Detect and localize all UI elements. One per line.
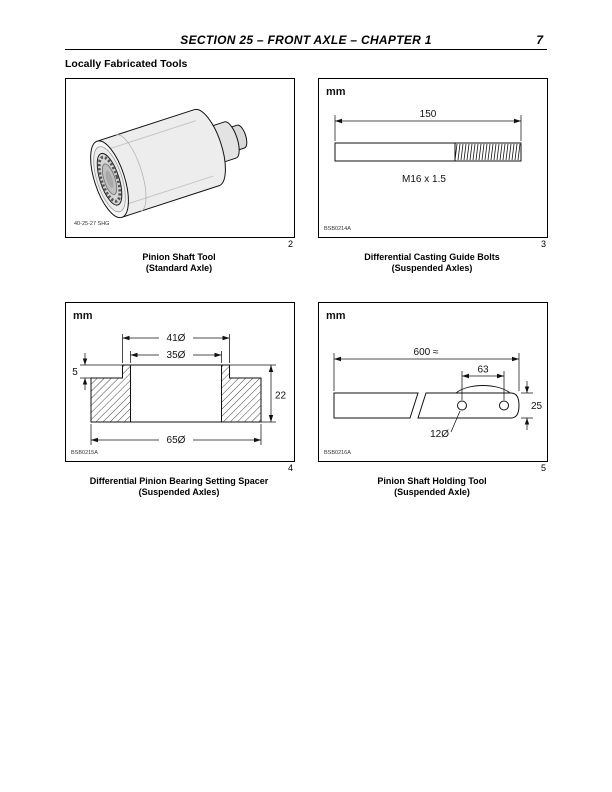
pinion-shaft-tool-drawing (66, 79, 292, 235)
caption-line1: Differential Pinion Bearing Setting Spacer (89, 476, 269, 486)
spacer-section (91, 365, 261, 422)
ref-code-label: BSB0214A (324, 226, 351, 232)
caption-line2: (Suspended Axles) (138, 487, 220, 497)
caption-line2: (Suspended Axle) (394, 487, 470, 497)
length-dim-label: 600 ≈ (413, 347, 439, 358)
unit-label: mm (326, 86, 346, 98)
figure-box-pinion-shaft-tool (65, 78, 295, 238)
bar-shape (334, 386, 519, 419)
caption-line1: Differential Casting Guide Bolts (364, 252, 500, 262)
unit-label: mm (73, 310, 93, 322)
unit-label: mm (326, 310, 346, 322)
outer-lip-dim-label: 41Ø (166, 333, 186, 345)
bearing-spacer-drawing (66, 303, 292, 459)
section-heading: Locally Fabricated Tools (65, 58, 188, 70)
figure-caption (65, 476, 293, 498)
bolt-shape (335, 143, 521, 161)
figure-box-holding-tool (318, 302, 548, 462)
figure-number: 4 (287, 463, 293, 473)
figure-number: 3 (540, 239, 546, 249)
caption-line2: (Standard Axle) (145, 263, 213, 273)
caption-line2: (Suspended Axles) (391, 263, 473, 273)
bend-curve (456, 386, 510, 394)
ref-code-label: BSB0216A (324, 450, 351, 456)
figure-box-bearing-spacer (65, 302, 295, 462)
caption-line1: Pinion Shaft Holding Tool (377, 476, 487, 486)
guide-bolt-drawing (319, 79, 545, 235)
bore-dim-label: 35Ø (166, 350, 186, 362)
thread-spec-label: M16 x 1.5 (402, 174, 446, 185)
part-code-label: 40-25-27 SHG (74, 221, 110, 227)
outer-dim-label: 65Ø (166, 435, 186, 447)
figure-number: 2 (287, 239, 293, 249)
figure-box-guide-bolts (318, 78, 548, 238)
right-hole (500, 401, 509, 410)
length-dim-label: 150 (419, 109, 437, 120)
page-number: 7 (536, 33, 543, 47)
hole-spacing-dim-label: 63 (477, 364, 489, 376)
figure-caption (318, 476, 546, 498)
figure-caption (65, 252, 293, 274)
ref-code-label: BSB0215A (71, 450, 98, 456)
hole-dia-dim-label: 12Ø (430, 429, 449, 440)
header-rule (65, 49, 547, 50)
splined-sleeve-tool (83, 97, 258, 222)
holding-tool-drawing (319, 303, 545, 459)
width-dim-label: 25 (531, 401, 543, 412)
page-header-title: SECTION 25 – FRONT AXLE – CHAPTER 1 (180, 33, 432, 47)
left-hole (458, 401, 467, 410)
caption-line1: Pinion Shaft Tool (142, 252, 216, 262)
figure-caption (318, 252, 546, 274)
lip-height-dim-label: 5 (72, 367, 78, 378)
figure-number: 5 (540, 463, 546, 473)
height-dim-label: 22 (275, 390, 287, 402)
